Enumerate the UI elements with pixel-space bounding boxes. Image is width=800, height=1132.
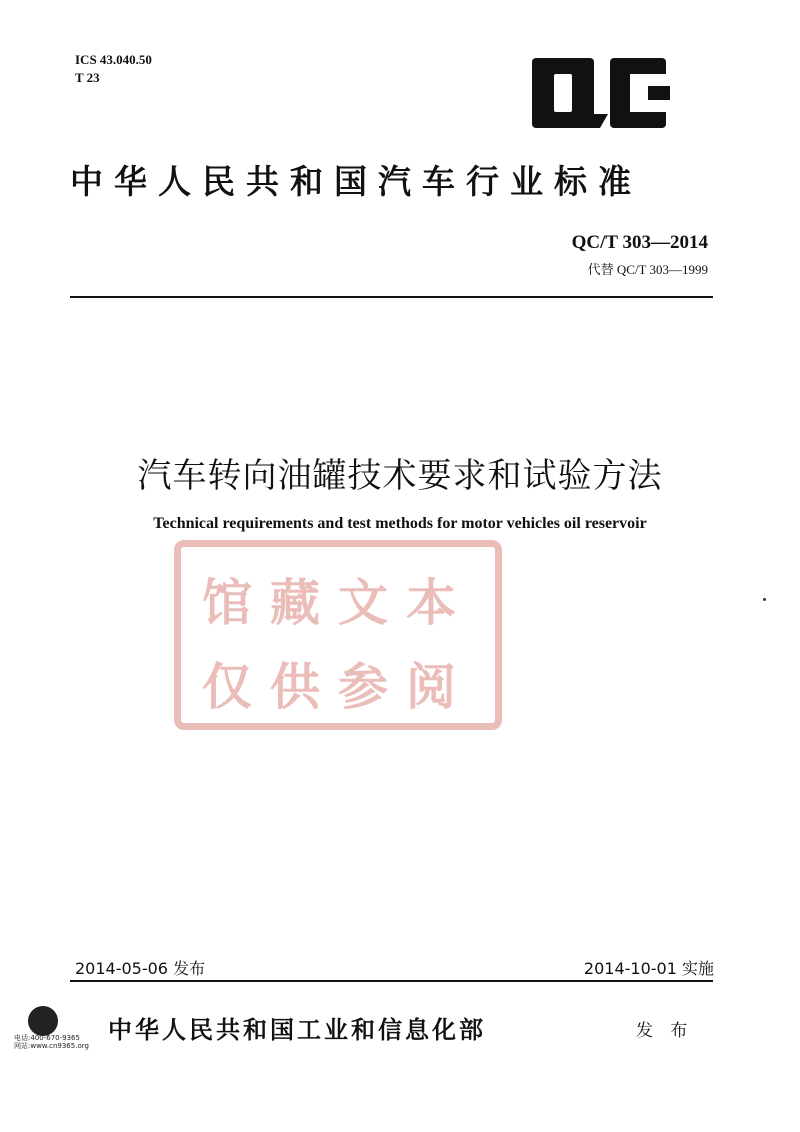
publisher-seal <box>14 994 106 1072</box>
ics-code: ICS 43.040.50 <box>75 52 152 67</box>
classification-code: T 23 <box>75 70 100 85</box>
header-divider <box>70 296 713 298</box>
issuing-authority: 中华人民共和国工业和信息化部 <box>108 1015 486 1044</box>
implementation-date: 2014-10-01 实施 <box>583 959 714 978</box>
seal-tel: 电话:400-670-9365 <box>14 1034 80 1042</box>
issue-date: 2014-05-06 发布 <box>75 959 206 978</box>
replaces-note: 代替 QC/T 303—1999 <box>587 262 708 277</box>
footer-divider <box>70 980 713 982</box>
stamp-line-1: 馆藏文本 <box>202 574 474 632</box>
stamp-line-2: 仅供参阅 <box>202 658 474 716</box>
seal-web: 网站:www.cn9365.org <box>14 1042 89 1050</box>
issue-label: 发 布 <box>636 1021 694 1041</box>
globe-icon <box>28 1006 58 1036</box>
speck <box>763 598 766 601</box>
qc-logo <box>532 58 666 130</box>
standard-number: QC/T 303—2014 <box>571 232 708 253</box>
document-title-chinese: 汽车转向油罐技术要求和试验方法 <box>137 456 663 496</box>
document-title-english: Technical requirements and test methods for motor vehicles oil reservoir <box>153 515 647 532</box>
library-stamp <box>174 540 502 730</box>
standard-series-header: 中华人民共和国汽车行业标准 <box>70 162 642 201</box>
